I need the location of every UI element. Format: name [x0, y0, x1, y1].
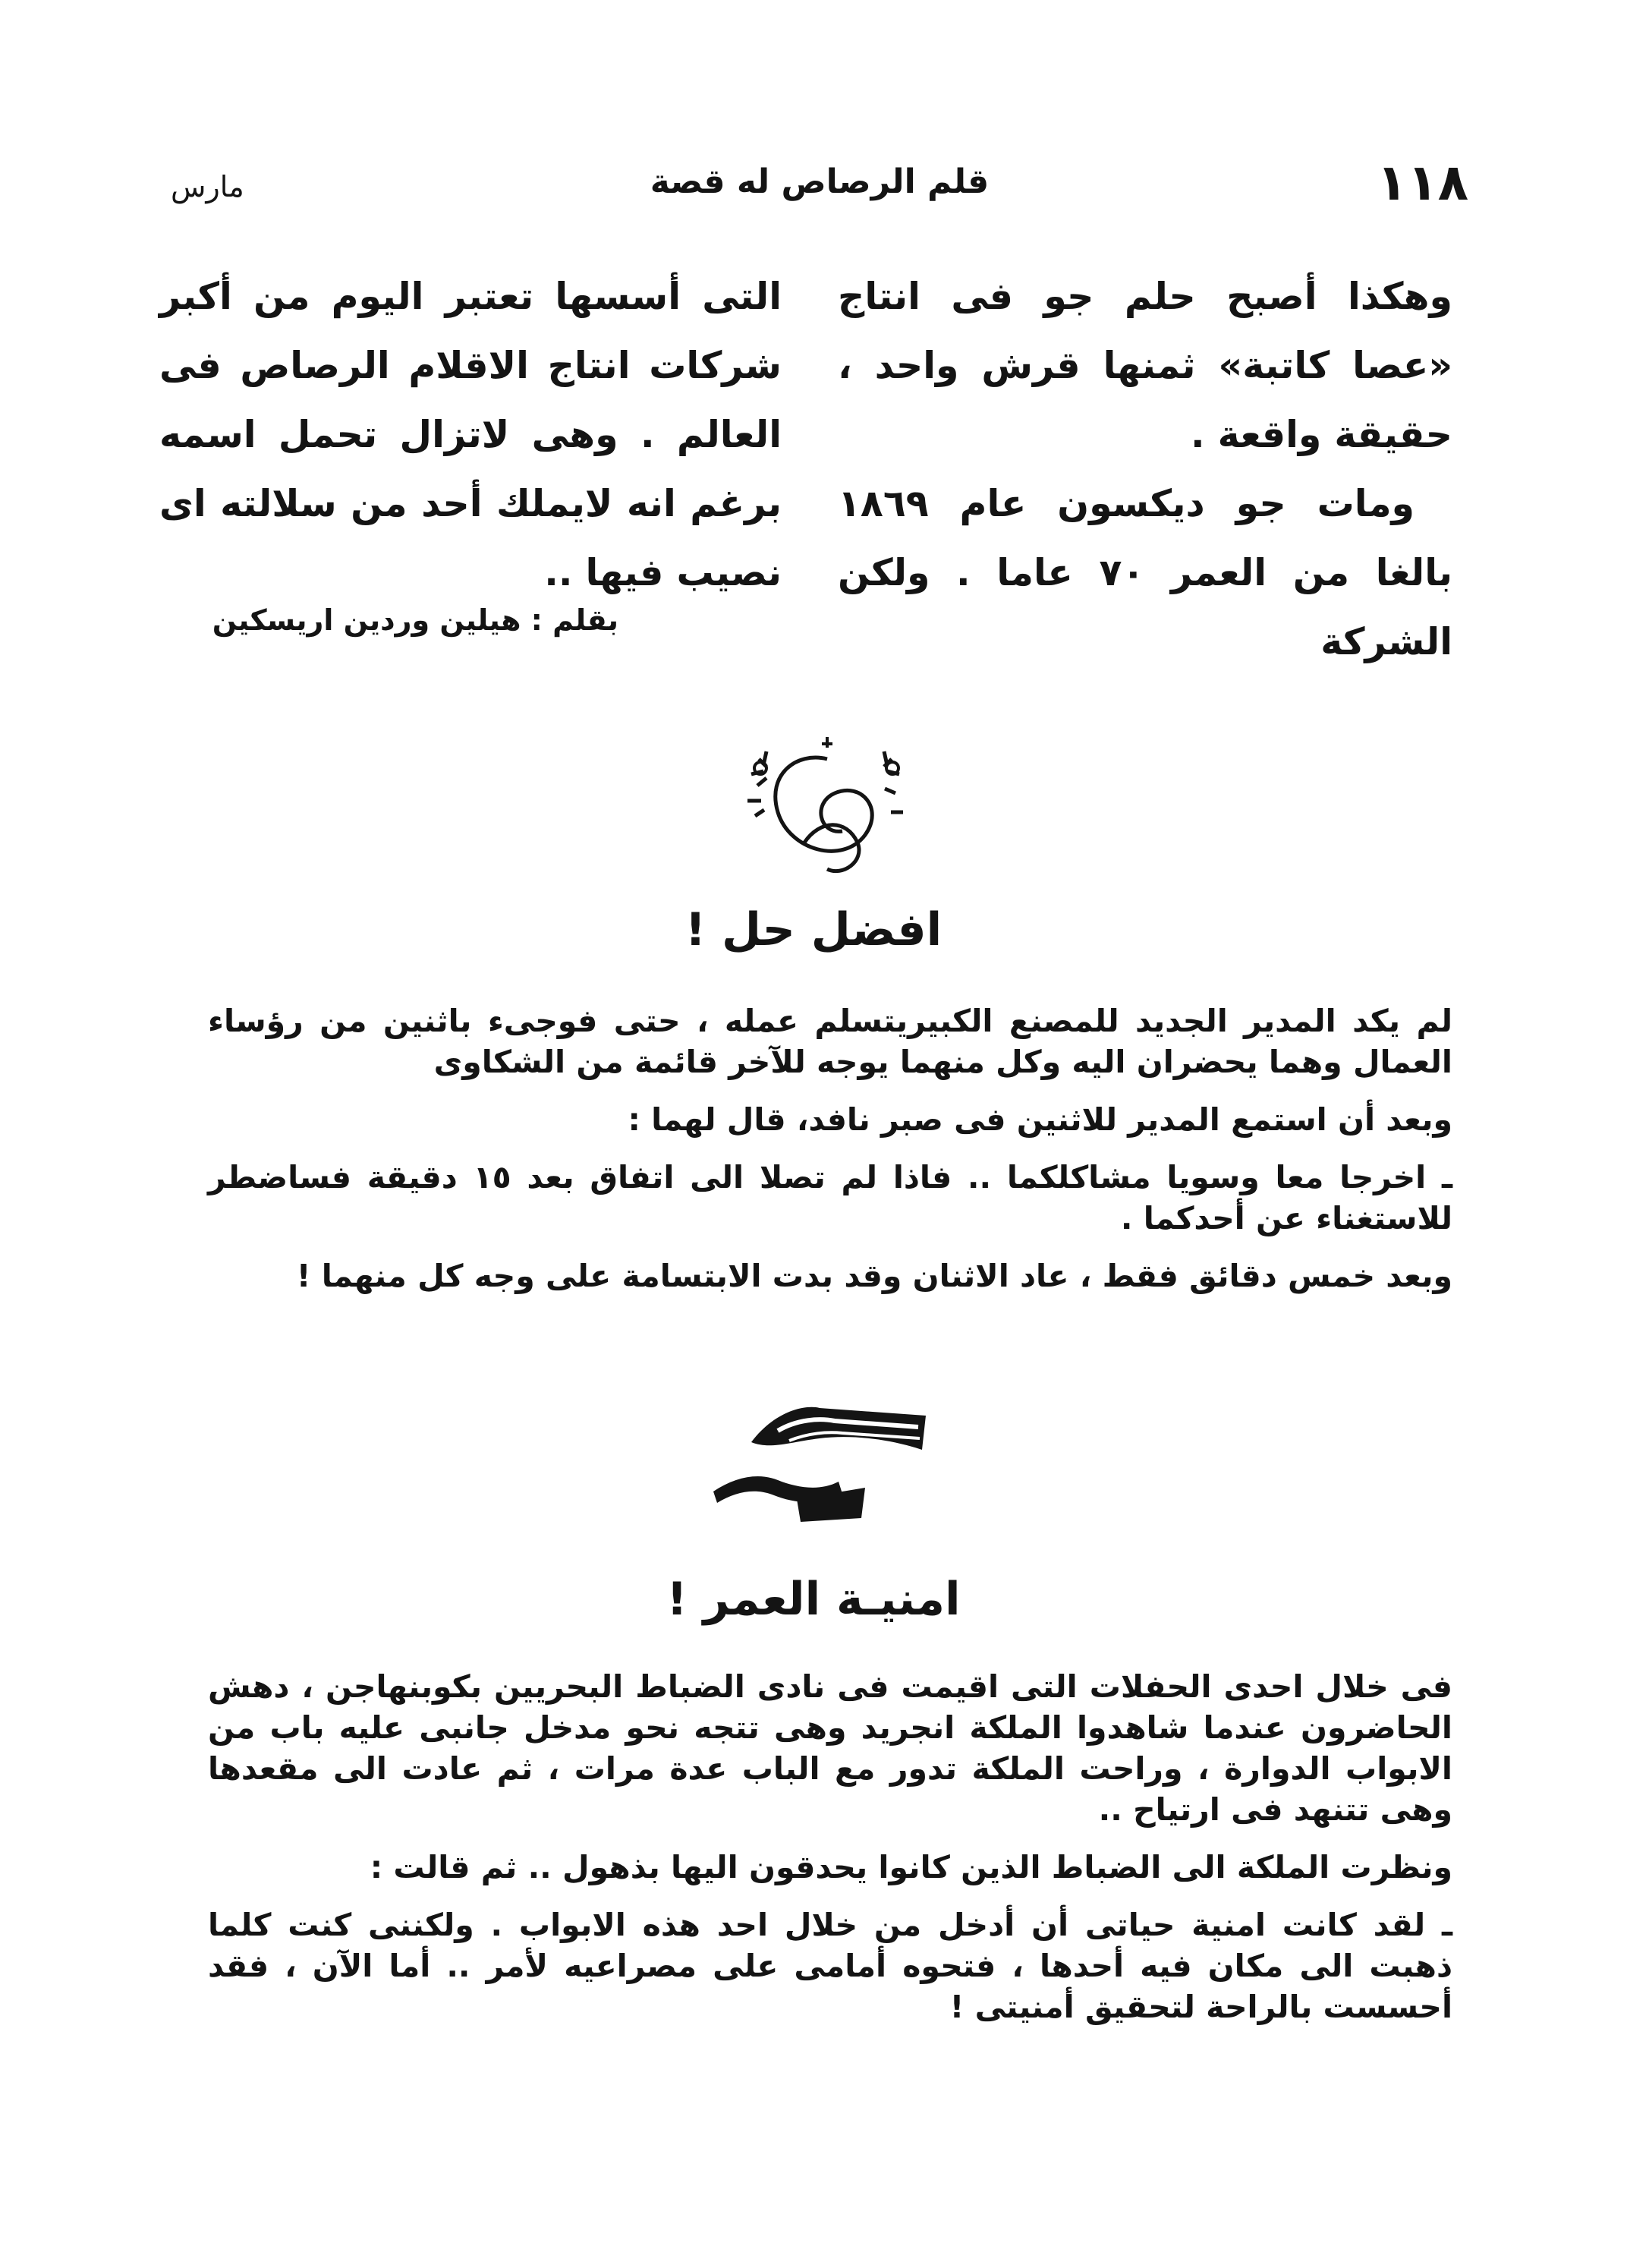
- paragraph: وبعد أن استمع المدير للاثنين فى صبر نافد، قال لهما :: [628, 1101, 1452, 1138]
- paragraph: ونظرت الملكة الى الضباط الذين كانوا يحدقون اليها بذهول .. ثم قالت :: [370, 1849, 1452, 1885]
- article-column-right: [838, 262, 1452, 676]
- month-label: مارس: [171, 170, 244, 203]
- article-body: [208, 1000, 1452, 1313]
- article-body: [208, 1666, 1452, 2044]
- wave-ornament-icon: [706, 1397, 933, 1526]
- paragraph: لم يكد المدير الجديد للمصنع الكبيريتسلم عمله ، حتى فوجىء باثنين من رؤساء العمال وهما يحضران اليه وكل منهما يوجه للآخر قائمة من الشكاوى: [208, 1003, 1452, 1080]
- paragraph: ومات جو ديكسون عام ١٨٦٩ بالغا من العمر ٧٠ عاما . ولكن الشركة: [838, 482, 1452, 663]
- running-title: قلم الرصاص له قصة: [650, 162, 990, 201]
- floral-ornament-icon: [713, 729, 933, 888]
- author-byline: بقلم : هيلين وردين اريسكين: [212, 603, 618, 637]
- paragraph: وبعد خمس دقائق فقط ، عاد الاثنان وقد بدت الابتسامة على وجه كل منهما !: [296, 1258, 1452, 1294]
- paragraph: فى خلال احدى الحفلات التى اقيمت فى نادى الضباط البحريين بكوبنهاجن ، دهش الحاضرون عندما شاهدوا الملكة انجريد وهى تتجه نحو مدخل جانبى عليه باب من الابواب الدوارة ، وراحت الملكة تدور مع الباب عدة مرات ، ثم عادت الى مقعدها وهى تتنهد فى ارتياح ..: [208, 1668, 1452, 1828]
- page-header: [171, 153, 1468, 213]
- paragraph: ـ لقد كانت امنية حياتى أن أدخل من خلال احد هذه الابواب . ولكننى كنت كلما ذهبت الى مكان فيه أحدها ، فتحوه أمامى على مصراعيه لأمر .. أما الآن ، فقد أحسست بالراحة لتحقيق أمنيتى !: [208, 1907, 1452, 2025]
- paragraph: ـ اخرجا معا وسويا مشاكلكما .. فاذا لم تصلا الى اتفاق بعد ١٥ دقيقة فساضطر للاستغناء عن أحدكما .: [208, 1159, 1452, 1236]
- section-title: افضل حل !: [684, 903, 943, 956]
- paragraph: التى أسسها تعتبر اليوم من أكبر شركات انتاج الاقلام الرصاص فى العالم . وهى لاتزال تحمل اسمه برغم انه لايملك أحد من سلالته اى نصيب فيها ..: [159, 275, 782, 594]
- section-title: امنيـة العمر !: [666, 1573, 961, 1626]
- paragraph: وهكذا أصبح حلم جو فى انتاج «عصا كاتبة» ثمنها قرش واحد ، حقيقة واقعة .: [838, 275, 1452, 456]
- article-column-left: [159, 262, 782, 607]
- page-number: ١١٨: [1377, 153, 1468, 212]
